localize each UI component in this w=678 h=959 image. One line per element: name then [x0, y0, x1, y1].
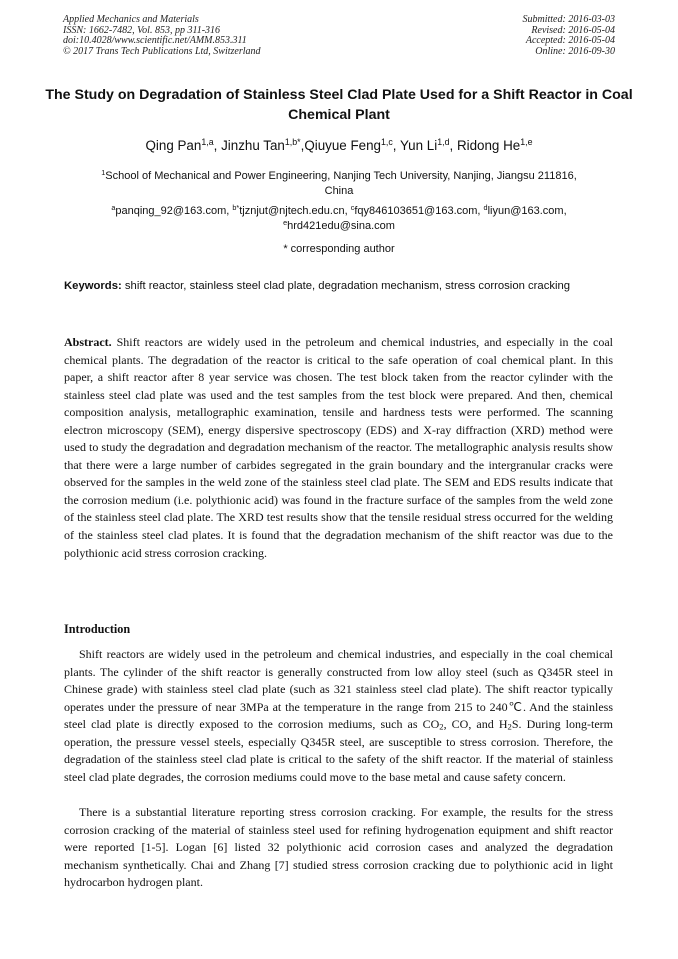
author-separator: , — [392, 138, 400, 153]
keywords-label: Keywords: — [64, 280, 122, 292]
affiliation-text: School of Mechanical and Power Engineering, Nanjing Tech University, Nanjing, Jiangsu 211816, China — [105, 170, 577, 197]
abstract-block — [64, 334, 613, 562]
submitted-date: Submitted: 2016-03-03 — [522, 14, 615, 25]
intro-paragraph-2: There is a substantial literature reporting stress corrosion cracking. For example, the results for the stress corrosion cracking of the material of stainless steel used for refining hydrogenation equipment and shift reactor were reported [1-5]. Logan [6] listed 32 polythionic acid corrosion cases and analyzed the degradation mechanism synthetically. Chai and Zhang [7] studied stress corrosion cracking due to polythionic acid in light hydrocarbon hydrogen plant. — [64, 805, 613, 890]
publication-dates — [523, 15, 616, 57]
author-affiliation-mark: 1,d — [437, 137, 450, 148]
journal-info — [63, 15, 261, 57]
copyright-line: © 2017 Trans Tech Publications Ltd, Switzerland — [63, 45, 261, 57]
author-affiliation-mark: 1,c — [380, 137, 393, 148]
intro-p1-text-a: Shift reactors are widely used in the petroleum and chemical industries, and especially in the coal chemical plants. The cylinder of the shift reactor is generally constructed from low alloy steel (such as Q345R steel in Chinese grade) with stainless steel clad plate (such as 321 stainless steel clad plate). The shift reactor typically operates under the pressure of near 3MPa at the temperature in the range from 215 to 240℃. And the stainless steel clad plate is directly exposed to the corrosion mediums, such as CO — [64, 647, 613, 732]
intro-p1-text-b: , CO, and H — [443, 717, 508, 732]
journal-name: Applied Mechanics and Materials — [63, 14, 199, 25]
author-name: Yun Li — [399, 138, 438, 153]
email-separator: , — [477, 205, 484, 217]
email-address[interactable]: fqy846103651@163.com — [354, 205, 478, 217]
author-name: Jinzhu Tan — [221, 138, 285, 153]
email-address[interactable]: panqing_92@163.com — [115, 205, 227, 217]
corresponding-author-note: * corresponding author — [283, 243, 395, 255]
doi-line[interactable]: doi:10.4028/www.scientific.net/AMM.853.311 — [63, 35, 247, 47]
intro-p1-subscript: 2 — [507, 721, 512, 732]
email-separator: , — [226, 205, 233, 217]
abstract-text: Shift reactors are widely used in the petroleum and chemical industries, and especially in the coal chemical plants. The degradation of the reactor is critical to the safe operation of coal chemical plant. In this paper, a shift reactor after 8 year service was chosen. The test block taken from the reactor cylinder with the stainless steel clad plate was used and the test samples from the test block were prepared. And then, chemical composition analysis, metallographic examination, tensile and hardness tests were performed. The scanning electron microscopy (SEM), energy dispersive spectroscopy (EDS) and X-ray diffraction (XRD) method were used to study the degradation and degradation mechanism of the reactor. The metallographic analysis results show that there were a large number of carbides segregated in the grain boundary and the intergranular cracks were observed for the samples in the weld zone of the stainless steel clad plate. The SEM and EDS results indicate that the corrosion medium (i.e. polythionic acid) was found in the fracture surface of the samples from the weld zone of the stainless steel clad plate. The XRD test results show that the tensile residual stress occurred for the welding of the stainless steel clad plates. It is found that the degradation mechanism of the shift reactor was due to the polythionic acid stress corrosion cracking. — [64, 335, 613, 560]
abstract-label: Abstract. — [64, 335, 112, 349]
email-mark: a — [111, 203, 116, 213]
author-name: Qing Pan — [145, 138, 202, 153]
keywords-block — [64, 278, 613, 296]
intro-p1-text-c: S. During long-term operation, the pressure vessel steels, especially Q345R steel, are susceptible to stress corrosion. Therefore, the degradation of the stainless steel clad plate is critical to the safety of the shift reactor. If the material of stainless steel clad plate degrades, the corrosion mediums could move to the base metal and cause safety concern. — [64, 717, 613, 784]
email-separator: , — [563, 205, 567, 217]
revised-date: Revised: 2016-05-04 — [531, 24, 615, 36]
online-date: Online: 2016-09-30 — [535, 45, 615, 57]
author-name: Ridong He — [456, 138, 521, 153]
author-separator: , — [449, 138, 457, 153]
keywords-text: shift reactor, stainless steel clad plate, degradation mechanism, stress corrosion cracking — [124, 280, 571, 292]
email-mark: e — [283, 218, 288, 228]
email-address[interactable]: hrd421edu@sina.com — [287, 220, 395, 232]
author-name: Qiuyue Feng — [304, 138, 381, 153]
email-address[interactable]: tjznjut@njtech.edu.cn — [239, 205, 345, 217]
intro-p1-subscript: 2 — [439, 721, 444, 732]
paper-title: The Study on Degradation of Stainless Steel Clad Plate Used for a Shift Reactor in Coal Chemical Plant — [45, 87, 633, 123]
issn-line: ISSN: 1662-7482, Vol. 853, pp 311-316 — [63, 24, 221, 36]
author-separator: , — [213, 138, 222, 153]
email-separator: , — [344, 205, 351, 217]
email-list — [60, 204, 618, 234]
affiliation-mark: 1 — [101, 168, 106, 178]
email-address[interactable]: liyun@163.com — [487, 205, 564, 217]
email-mark: c — [350, 203, 355, 213]
email-mark: d — [483, 203, 488, 213]
author-affiliation-mark: 1,b* — [284, 137, 301, 148]
affiliation — [90, 169, 588, 199]
email-mark: b* — [232, 203, 240, 213]
introduction-heading: Introduction — [64, 622, 131, 636]
author-affiliation-mark: 1,a — [201, 137, 214, 148]
author-affiliation-mark: 1,e — [520, 137, 533, 148]
author-separator: , — [300, 138, 305, 153]
accepted-date: Accepted: 2016-05-04 — [525, 35, 615, 47]
intro-paragraph-1 — [64, 646, 613, 786]
author-list — [0, 137, 678, 155]
